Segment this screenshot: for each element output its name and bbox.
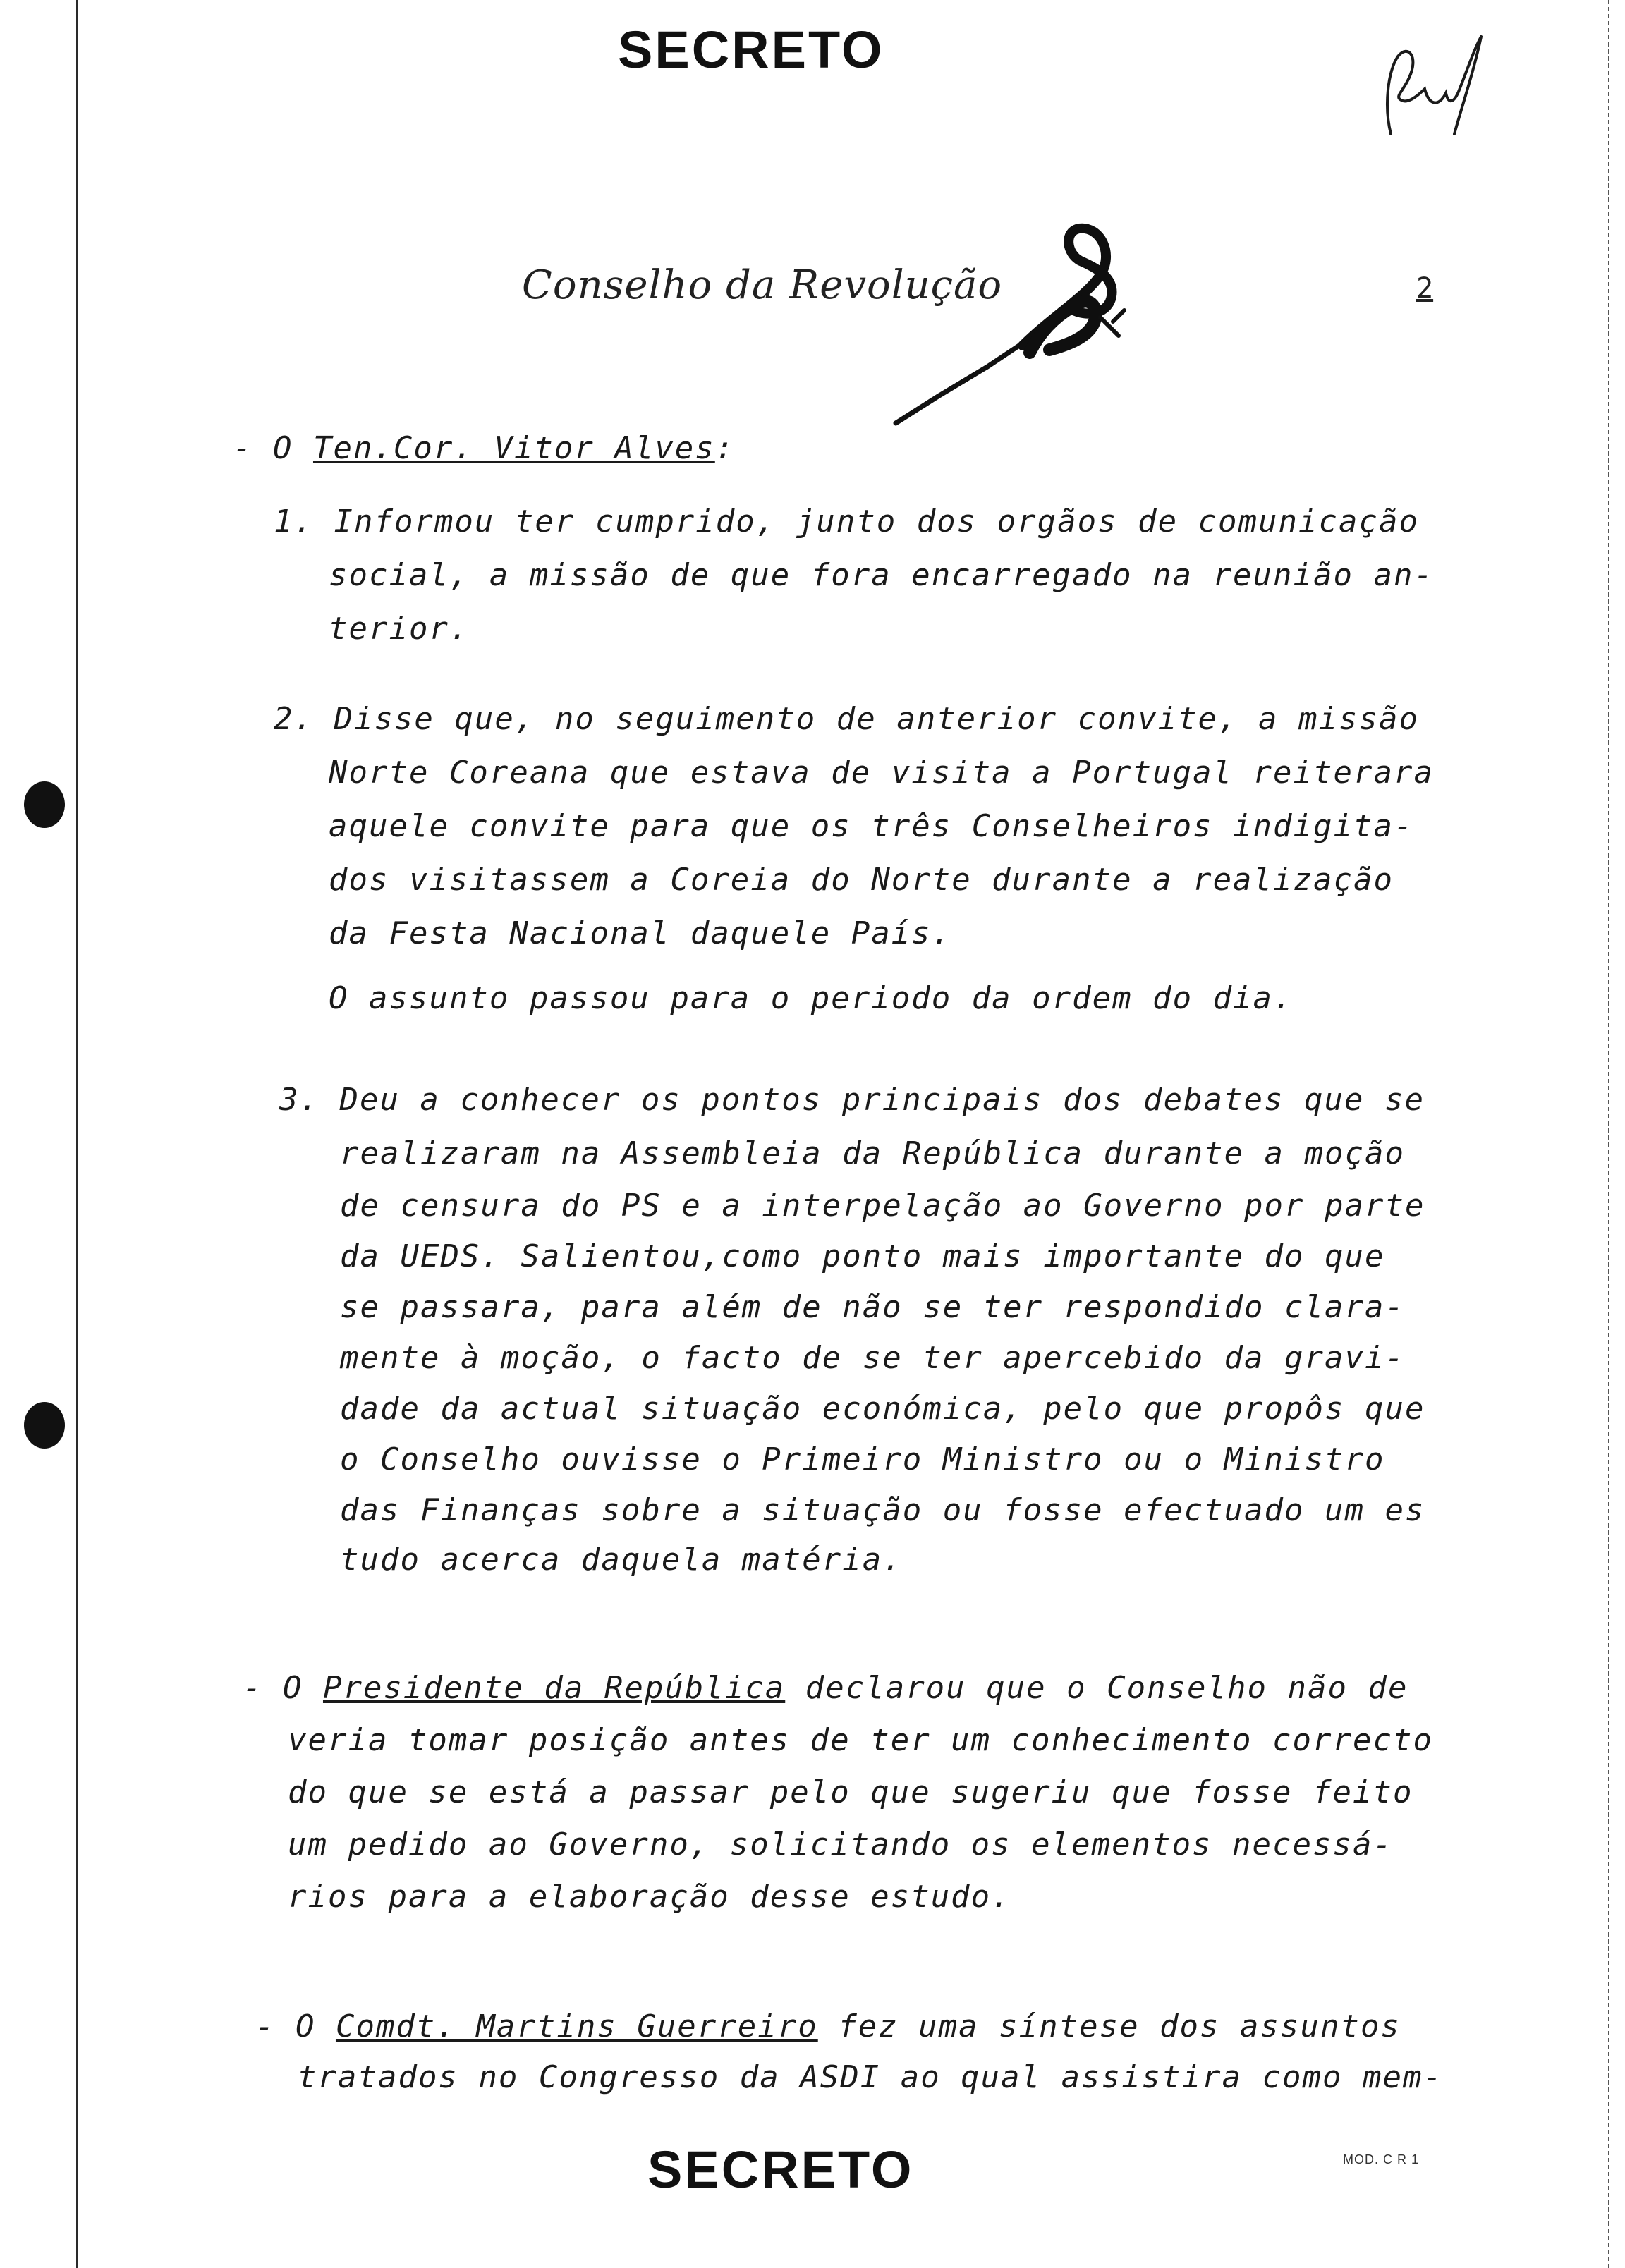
president-line-5: rios para a elaboração desse estudo.	[288, 1879, 1011, 1915]
classification-stamp-top: SECRETO	[618, 20, 884, 79]
heading-prefix: - O	[255, 2008, 336, 2044]
item-3-line-7: dade da actual situação económica, pelo que propôs que	[340, 1391, 1425, 1427]
item-3-line-9: das Finanças sobre a situação ou fosse efectuado um es	[340, 1492, 1425, 1528]
heading-prefix: - O	[243, 1670, 323, 1706]
item-3-line-8: o Conselho ouvisse o Primeiro Ministro ou o Ministro	[340, 1441, 1385, 1477]
item-3-line-1: 3. Deu a conhecer os pontos principais dos debates que se	[279, 1082, 1425, 1118]
right-page-edge	[1608, 0, 1611, 2268]
punch-hole-upper	[24, 781, 65, 828]
item-1-line-1: 1. Informou ter cumprido, junto dos orgãos de comunicação	[274, 504, 1419, 539]
item-3-line-6: mente à moção, o facto de se ter apercebido da gravi-	[340, 1340, 1405, 1376]
speaker-name-alves: Ten.Cor. Vitor Alves	[312, 430, 715, 466]
signature-flourish	[889, 212, 1157, 444]
president-line-2: veria tomar posição antes de ter um conhecimento correcto	[288, 1722, 1433, 1758]
page-number: 2	[1416, 272, 1434, 305]
heading-colon: :	[714, 430, 736, 466]
item-2-line-1: 2. Disse que, no seguimento de anterior convite, a missão	[274, 701, 1419, 737]
initials-signature	[1375, 28, 1495, 141]
item-2-line-5: da Festa Nacional daquele País.	[329, 915, 952, 951]
item-2-line-2: Norte Coreana que estava de visita a Portugal reiterara	[329, 755, 1434, 791]
item-2-note: O assunto passou para o periodo da ordem do dia.	[329, 980, 1294, 1016]
classification-stamp-bottom: SECRETO	[647, 2140, 914, 2199]
speaker-name-guerreiro: Comdt. Martins Guerreiro	[335, 2008, 818, 2044]
guerreiro-line-1-rest: fez uma síntese dos assuntos	[817, 2008, 1401, 2044]
item-3-line-5: se passara, para além de não se ter respondido clara-	[340, 1289, 1405, 1325]
speaker-line-president	[243, 1670, 1408, 1706]
item-3-line-4: da UEDS. Salientou,como ponto mais importante do que	[340, 1238, 1385, 1274]
president-line-3: do que se está a passar pelo que sugeriu que fosse feito	[288, 1774, 1413, 1810]
council-header: Conselho da Revolução	[522, 262, 1003, 308]
item-3-line-2: realizaram na Assembleia da República durante a moção	[340, 1135, 1405, 1171]
left-page-edge	[76, 0, 78, 2268]
heading-prefix: - O	[233, 430, 313, 466]
president-line-1-rest: declarou que o Conselho não de	[785, 1670, 1408, 1706]
item-2-line-4: dos visitassem a Coreia do Norte durante a realização	[329, 862, 1394, 898]
item-2-line-3: aquele convite para que os três Conselheiros indigita-	[329, 808, 1414, 844]
president-line-4: um pedido ao Governo, solicitando os elementos necessá-	[288, 1827, 1393, 1862]
item-3-line-3: de censura do PS e a interpelação ao Governo por parte	[340, 1188, 1425, 1224]
item-1-line-3: terior.	[329, 611, 470, 647]
item-1-line-2: social, a missão de que fora encarregado na reunião an-	[329, 557, 1434, 593]
punch-hole-lower	[24, 1402, 65, 1449]
guerreiro-line-2: tratados no Congresso da ASDI ao qual assistira como mem-	[298, 2059, 1443, 2095]
speaker-line-guerreiro	[255, 2008, 1401, 2044]
speaker-name-president: Presidente da República	[322, 1670, 786, 1706]
form-model-code: MOD. C R 1	[1343, 2152, 1420, 2166]
item-3-line-10: tudo acerca daquela matéria.	[340, 1542, 903, 1578]
speaker-heading-alves	[233, 430, 735, 466]
